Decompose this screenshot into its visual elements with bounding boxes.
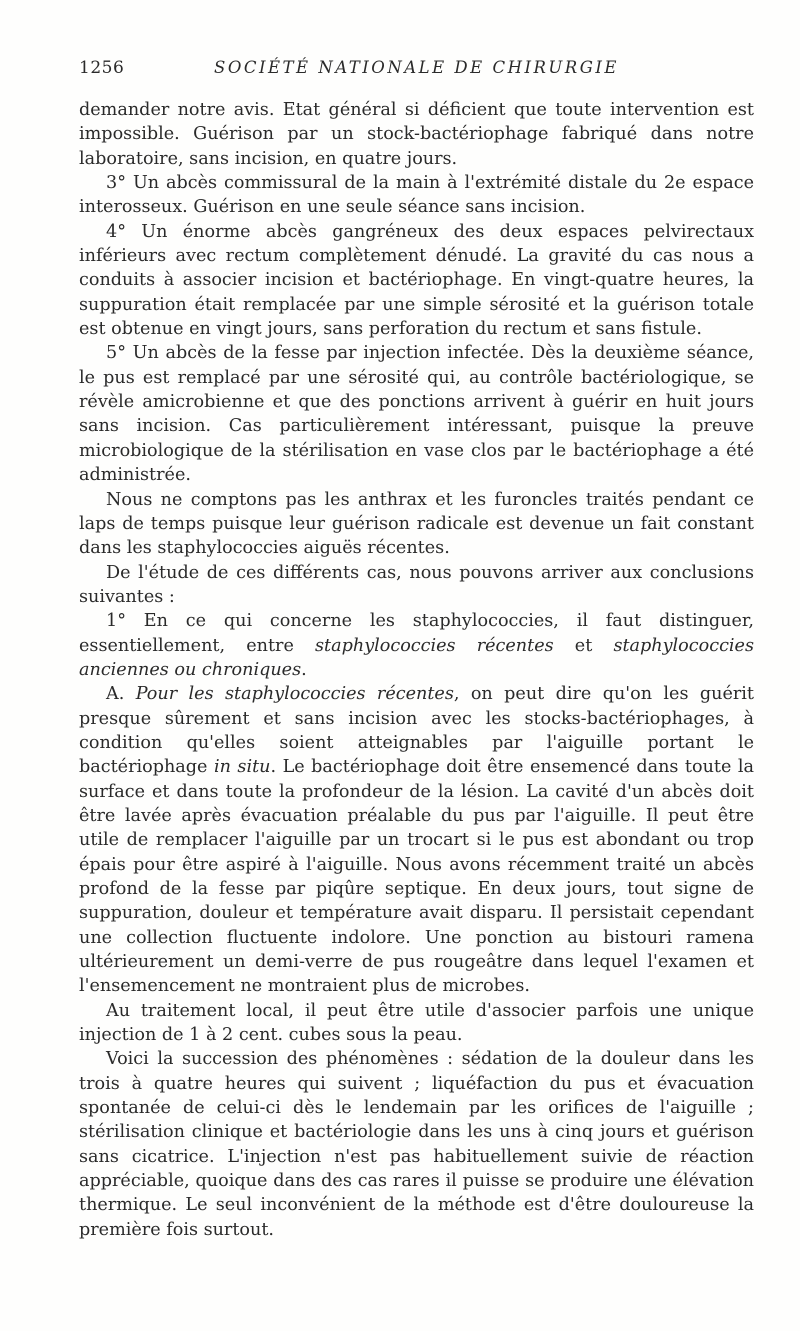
- paragraph-anthrax: Nous ne comptons pas les anthrax et les furoncles traités pendant ce laps de temps puisque leur guérison radicale est devenue un fait constant dans les staphylococcies aiguës récentes.: [79, 489, 754, 559]
- text-run: et: [553, 635, 614, 656]
- page-number: 1256: [79, 58, 125, 78]
- paragraph-continuation: demander notre avis. Etat général si déficient que toute intervention est impossible. Guérison par un stock-bactériophage fabriqué dans notre laboratoire, sans incision, en quatre jours.: [79, 100, 754, 169]
- italic-term: in situ: [213, 757, 271, 778]
- paragraph-conclusions-intro: De l'étude de ces différents cas, nous pouvons arriver aux conclusions suivantes :: [79, 562, 754, 607]
- text-run: . Le bactériophage doit être ensemencé dans toute la surface et dans toute la profondeur de la lésion. La cavité d'un abcès doit être lavée après évacuation préalable du pus par l'aiguille. Il peut être utile de remplacer l'aiguille par un trocart si le pus est abondant ou trop épais pour être aspiré à l'aiguille. Nous avons récemment traité un abcès profond de la fesse par piqûre septique. En deux jours, tout signe de suppuration, douleur et température avait disparu. Il persistait cependant une collection fluctuente indolore. Une ponction au bistouri ramena ultérieurement un demi-verre de pus rougeâtre dans lequel l'examen et l'ensemencement ne montraient plus de microbes.: [79, 757, 754, 997]
- text-run: .: [301, 659, 307, 680]
- paragraph-case-3: 3° Un abcès commissural de la main à l'extrémité distale du 2e espace interosseux. Guérison en une seule séance sans incision.: [79, 173, 754, 218]
- page-header: [79, 58, 754, 82]
- paragraph-section-a: [79, 682, 754, 998]
- paragraph-case-5: 5° Un abcès de la fesse par injection infectée. Dès la deuxième séance, le pus est remplacé par une sérosité qui, au contrôle bactériologique, se révèle amicrobienne et que des ponctions arrivent à guérir en huit jours sans incision. Cas particulièrement intéressant, puisque la preuve microbiologique de la stérilisation en vase clos par le bactériophage a été administrée.: [79, 343, 754, 486]
- paragraph-case-4: 4° Un énorme abcès gangréneux des deux espaces pelvirectaux inférieurs avec rectum complètement dénudé. La gravité du cas nous a conduits à associer incision et bactériophage. En vingt-quatre heures, la suppuration était remplacée par une simple sérosité et la guérison totale est obtenue en vingt jours, sans perforation du rectum et sans fistule.: [79, 221, 754, 340]
- paragraph-phenomena: Voici la succession des phénomènes : sédation de la douleur dans les trois à quatre heures qui suivent ; liquéfaction du pus et évacuation spontanée de celui-ci dès le lendemain par les orifices de l'aiguille ; stérilisation clinique et bactériologie dans les uns à cinq jours et guérison sans cicatrice. L'injection n'est pas habituellement suivie de réaction appréciable, quoique dans des cas rares il puisse se produire une élévation thermique. Le seul inconvénient de la méthode est d'être douloureuse la première fois surtout.: [79, 1049, 754, 1240]
- text-run: , on peut dire qu'on les guérit presque sûrement et sans incision avec les stocks-bactériophages, à condition qu'elles soient atteignables par l'aiguille portant le bactériophage: [79, 684, 754, 778]
- text-run: 1° En ce qui concerne les staphylococcies, il faut distinguer, essentiellement, entre: [79, 611, 754, 656]
- running-title: SOCIÉTÉ NATIONALE DE CHIRURGIE: [214, 58, 619, 77]
- body-text: [79, 98, 754, 1242]
- paragraph-conclusion-1: [79, 609, 754, 682]
- paragraph-local-treatment: Au traitement local, il peut être utile d'associer parfois une unique injection de 1 à 2 cent. cubes sous la peau.: [79, 1000, 754, 1046]
- italic-term: staphylococcies anciennes ou chroniques: [79, 635, 754, 680]
- italic-heading: Pour les staphylococcies récentes: [135, 684, 454, 705]
- italic-term: staphylococcies récentes: [315, 635, 554, 656]
- text-run: A.: [106, 684, 136, 705]
